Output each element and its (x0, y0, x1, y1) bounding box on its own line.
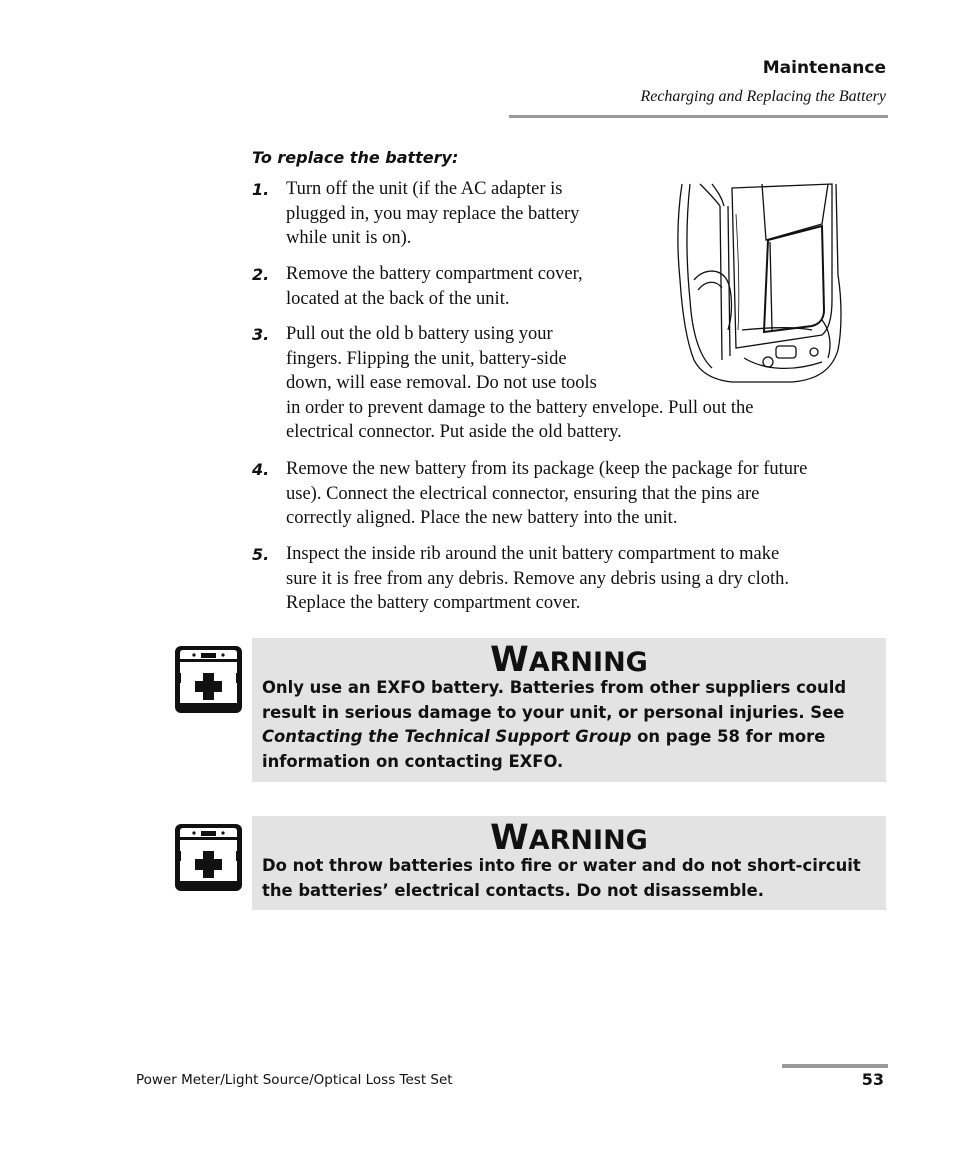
step-number: 5. (252, 545, 270, 564)
step-line: Remove the new battery from its package (keep the package for future (286, 459, 808, 479)
step-number: 4. (252, 460, 270, 479)
step-line: Turn off the unit (if the AC adapter is (286, 179, 563, 199)
warning-box (252, 638, 886, 782)
step-line: correctly aligned. Place the new battery into the unit. (286, 508, 678, 529)
subsection-title: Recharging and Replacing the Battery (640, 88, 886, 105)
step-text (286, 457, 807, 531)
footer-rule (782, 1064, 888, 1068)
warning-text: Only use an EXFO battery. Batteries from other suppliers could result in serious damage to your unit, or personal injuries. See Contacting the Technical Support Group on page 58 for more information on contacting EXFO. (262, 678, 847, 771)
step-line: sure it is free from any debris. Remove any debris using a dry cloth. (286, 568, 789, 589)
procedure-title: To replace the battery: (252, 148, 459, 167)
step-line: while unit is on). (286, 228, 412, 249)
step-line: down, will ease removal. Do not use tools (286, 373, 597, 394)
step-line: use). Connect the electrical connector, ensuring that the pins are (286, 483, 760, 504)
warning-text: Do not throw batteries into fire or water and do not short-circuit the batteries’ electrical contacts. Do not disassemble. (262, 856, 861, 900)
warning-heading: WARNING (490, 640, 648, 680)
step-line: Pull out the old b battery using your (286, 324, 553, 344)
ambulance-warning-icon (174, 823, 243, 892)
step-line: Inspect the inside rib around the unit battery compartment to make (286, 544, 780, 564)
step-line: fingers. Flipping the unit, battery-side (286, 348, 567, 369)
step-text (286, 262, 583, 311)
section-title: Maintenance (762, 58, 886, 78)
step-line: in order to prevent damage to the battery envelope. Pull out the (286, 397, 754, 418)
step-number: 3. (252, 325, 270, 344)
support-group-link[interactable]: Contacting the Technical Support Group (262, 727, 632, 747)
step-line: Replace the battery compartment cover. (286, 593, 581, 614)
page-number: 53 (861, 1070, 884, 1089)
ambulance-warning-icon (174, 645, 243, 714)
step-text (286, 542, 789, 616)
device-battery-illustration (672, 180, 848, 386)
step-line: located at the back of the unit. (286, 288, 510, 309)
warning-box (252, 816, 886, 910)
step-line: Remove the battery compartment cover, (286, 264, 583, 284)
step-line: plugged in, you may replace the battery (286, 203, 580, 224)
step-number: 2. (252, 265, 270, 284)
step-text (286, 177, 579, 251)
header-rule (509, 115, 888, 118)
document-title: Power Meter/Light Source/Optical Loss Test Set (136, 1072, 453, 1088)
step-line: electrical connector. Put aside the old battery. (286, 422, 622, 443)
step-number: 1. (252, 180, 270, 199)
warning-heading: WARNING (490, 818, 648, 858)
